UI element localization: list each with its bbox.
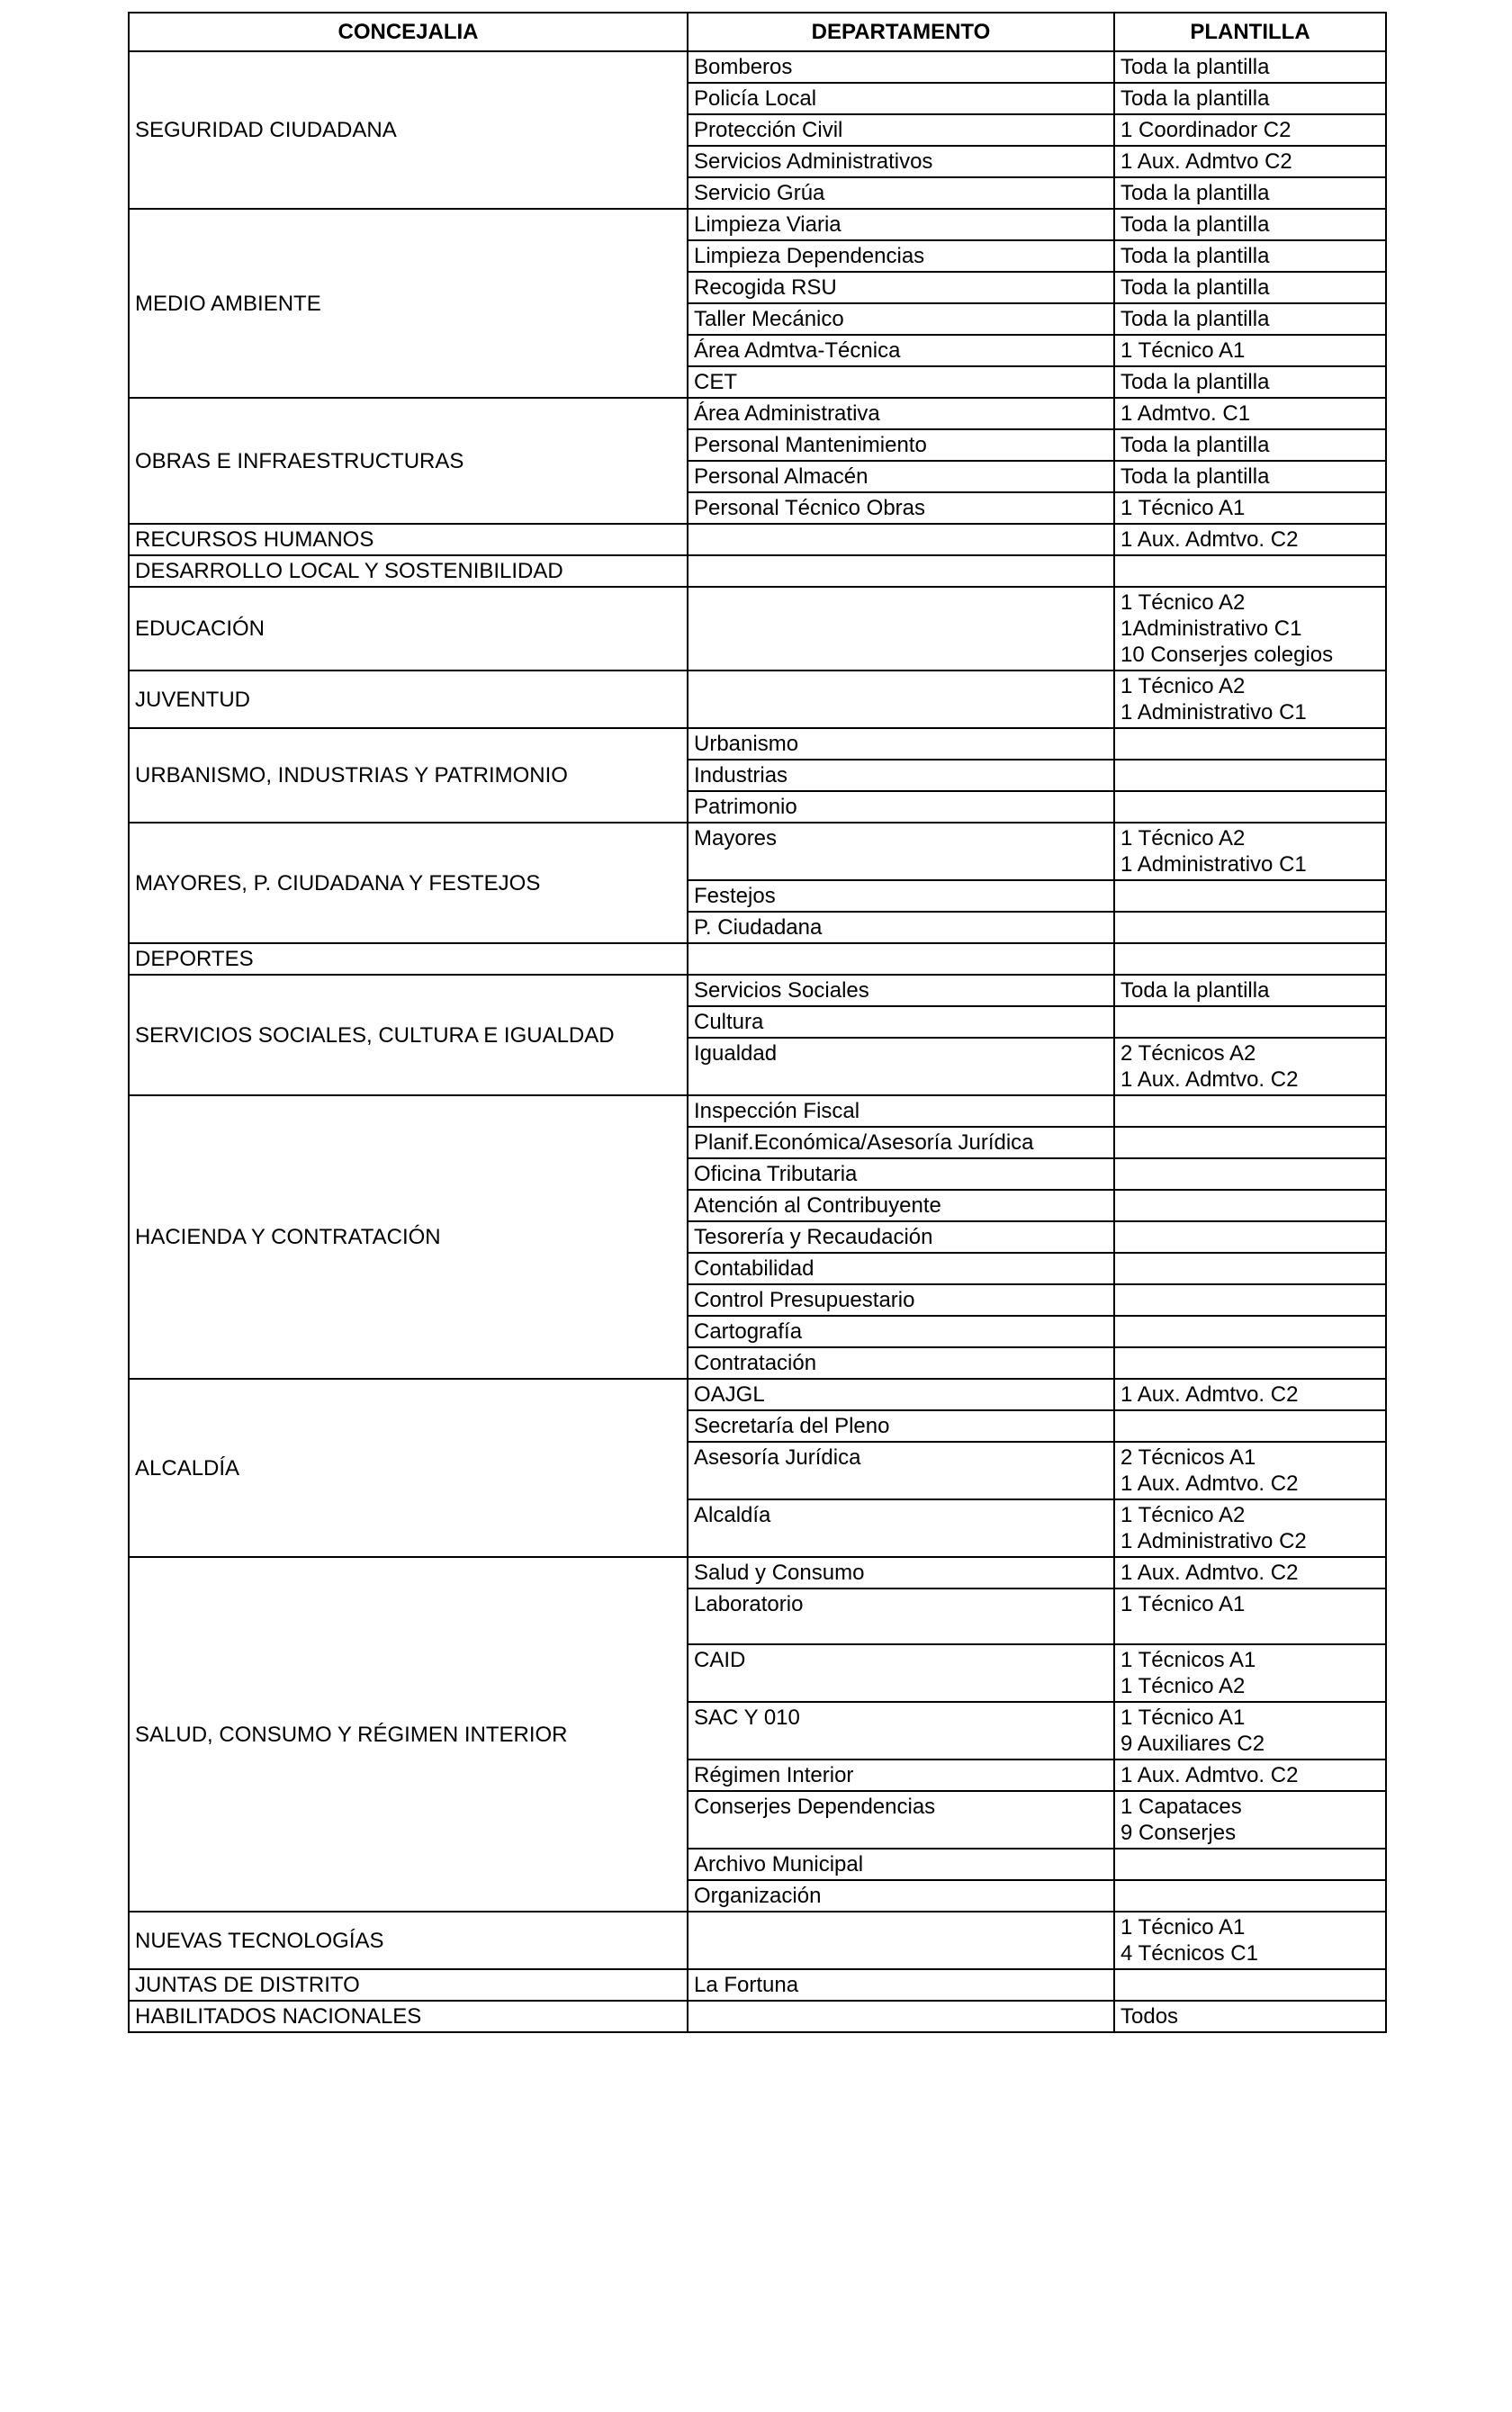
plantilla-cell: [1114, 1316, 1386, 1347]
plantilla-cell: [1114, 791, 1386, 823]
departamento-cell: Tesorería y Recaudación: [688, 1221, 1114, 1253]
plantilla-cell: [1114, 1095, 1386, 1127]
header-departamento: DEPARTAMENTO: [688, 13, 1114, 51]
plantilla-cell: 1 Aux. Admtvo. C2: [1114, 1557, 1386, 1588]
departamento-cell: Control Presupuestario: [688, 1284, 1114, 1316]
departamento-cell: Servicios Sociales: [688, 975, 1114, 1006]
table-row: [129, 524, 1386, 555]
departamento-cell: Industrias: [688, 760, 1114, 791]
departamento-cell: Servicios Administrativos: [688, 146, 1114, 177]
header-row: [129, 13, 1386, 51]
concejalia-cell: SERVICIOS SOCIALES, CULTURA E IGUALDAD: [129, 975, 688, 1095]
plantilla-cell: Toda la plantilla: [1114, 51, 1386, 83]
concejalia-cell: MAYORES, P. CIUDADANA Y FESTEJOS: [129, 823, 688, 943]
table-row: [129, 670, 1386, 728]
plantilla-cell: [1114, 1880, 1386, 1912]
concejalia-cell: HABILITADOS NACIONALES: [129, 2001, 688, 2032]
concejalia-cell: MEDIO AMBIENTE: [129, 209, 688, 398]
table-row: [129, 1557, 1386, 1588]
departamento-cell: Recogida RSU: [688, 272, 1114, 303]
departamento-cell: Salud y Consumo: [688, 1557, 1114, 1588]
departamento-cell: [688, 670, 1114, 728]
table-row: [129, 943, 1386, 975]
departamento-cell: P. Ciudadana: [688, 912, 1114, 943]
plantilla-cell: Toda la plantilla: [1114, 177, 1386, 209]
departamento-cell: [688, 2001, 1114, 2032]
departamento-cell: Archivo Municipal: [688, 1849, 1114, 1880]
plantilla-cell: [1114, 1347, 1386, 1379]
plantilla-cell: 1 Técnicos A1 1 Técnico A2: [1114, 1644, 1386, 1702]
concejalia-cell: OBRAS E INFRAESTRUCTURAS: [129, 398, 688, 524]
departamento-cell: [688, 555, 1114, 587]
plantilla-cell: Todos: [1114, 2001, 1386, 2032]
plantilla-cell: 1 Aux. Admtvo. C2: [1114, 524, 1386, 555]
plantilla-cell: [1114, 1190, 1386, 1221]
plantilla-cell: [1114, 1127, 1386, 1158]
departamento-cell: Alcaldía: [688, 1499, 1114, 1557]
departamento-cell: [688, 943, 1114, 975]
plantilla-cell: [1114, 760, 1386, 791]
staff-table: [128, 12, 1387, 2033]
departamento-cell: [688, 524, 1114, 555]
departamento-cell: Secretaría del Pleno: [688, 1410, 1114, 1442]
concejalia-cell: NUEVAS TECNOLOGÍAS: [129, 1912, 688, 1969]
plantilla-cell: 1 Técnico A1 4 Técnicos C1: [1114, 1912, 1386, 1969]
plantilla-cell: [1114, 555, 1386, 587]
plantilla-cell: Toda la plantilla: [1114, 303, 1386, 335]
concejalia-cell: SEGURIDAD CIUDADANA: [129, 51, 688, 209]
departamento-cell: Patrimonio: [688, 791, 1114, 823]
departamento-cell: CET: [688, 366, 1114, 398]
plantilla-cell: 2 Técnicos A1 1 Aux. Admtvo. C2: [1114, 1442, 1386, 1499]
concejalia-cell: ALCALDÍA: [129, 1379, 688, 1557]
header-concejalia: CONCEJALIA: [129, 13, 688, 51]
departamento-cell: Urbanismo: [688, 728, 1114, 760]
departamento-cell: Limpieza Viaria: [688, 209, 1114, 240]
plantilla-cell: 1 Técnico A2 1Administrativo C1 10 Conserjes colegios: [1114, 587, 1386, 670]
departamento-cell: Festejos: [688, 880, 1114, 912]
table-row: [129, 975, 1386, 1006]
departamento-cell: Personal Mantenimiento: [688, 429, 1114, 461]
plantilla-cell: 1 Aux. Admtvo. C2: [1114, 1760, 1386, 1791]
departamento-cell: Limpieza Dependencias: [688, 240, 1114, 272]
plantilla-cell: 1 Aux. Admtvo C2: [1114, 146, 1386, 177]
plantilla-cell: Toda la plantilla: [1114, 461, 1386, 492]
plantilla-cell: Toda la plantilla: [1114, 366, 1386, 398]
concejalia-cell: RECURSOS HUMANOS: [129, 524, 688, 555]
plantilla-cell: Toda la plantilla: [1114, 209, 1386, 240]
concejalia-cell: SALUD, CONSUMO Y RÉGIMEN INTERIOR: [129, 1557, 688, 1912]
plantilla-cell: 1 Admtvo. C1: [1114, 398, 1386, 429]
plantilla-cell: [1114, 1221, 1386, 1253]
departamento-cell: Inspección Fiscal: [688, 1095, 1114, 1127]
concejalia-cell: JUVENTUD: [129, 670, 688, 728]
concejalia-cell: JUNTAS DE DISTRITO: [129, 1969, 688, 2001]
table-row: [129, 1095, 1386, 1127]
plantilla-cell: 1 Capataces 9 Conserjes: [1114, 1791, 1386, 1849]
table-header: [129, 13, 1386, 51]
departamento-cell: Servicio Grúa: [688, 177, 1114, 209]
departamento-cell: Cultura: [688, 1006, 1114, 1038]
plantilla-cell: [1114, 1284, 1386, 1316]
table-row: [129, 587, 1386, 670]
table-body: [129, 51, 1386, 2032]
plantilla-cell: Toda la plantilla: [1114, 272, 1386, 303]
concejalia-cell: URBANISMO, INDUSTRIAS Y PATRIMONIO: [129, 728, 688, 823]
departamento-cell: [688, 1912, 1114, 1969]
departamento-cell: Mayores: [688, 823, 1114, 880]
departamento-cell: Organización: [688, 1880, 1114, 1912]
table-row: [129, 2001, 1386, 2032]
concejalia-cell: DEPORTES: [129, 943, 688, 975]
departamento-cell: Bomberos: [688, 51, 1114, 83]
departamento-cell: Contratación: [688, 1347, 1114, 1379]
table-row: [129, 1969, 1386, 2001]
plantilla-cell: [1114, 1006, 1386, 1038]
plantilla-cell: [1114, 1253, 1386, 1284]
plantilla-cell: 1 Técnico A2 1 Administrativo C2: [1114, 1499, 1386, 1557]
departamento-cell: Conserjes Dependencias: [688, 1791, 1114, 1849]
plantilla-cell: 2 Técnicos A2 1 Aux. Admtvo. C2: [1114, 1038, 1386, 1095]
plantilla-cell: [1114, 1969, 1386, 2001]
departamento-cell: SAC Y 010: [688, 1702, 1114, 1760]
plantilla-cell: Toda la plantilla: [1114, 975, 1386, 1006]
departamento-cell: Área Admtva-Técnica: [688, 335, 1114, 366]
plantilla-cell: Toda la plantilla: [1114, 83, 1386, 114]
departamento-cell: CAID: [688, 1644, 1114, 1702]
departamento-cell: OAJGL: [688, 1379, 1114, 1410]
plantilla-cell: Toda la plantilla: [1114, 429, 1386, 461]
departamento-cell: Oficina Tributaria: [688, 1158, 1114, 1190]
table-row: [129, 823, 1386, 880]
plantilla-cell: 1 Técnico A1: [1114, 335, 1386, 366]
plantilla-cell: 1 Técnico A1: [1114, 1588, 1386, 1644]
departamento-cell: Personal Almacén: [688, 461, 1114, 492]
concejalia-cell: EDUCACIÓN: [129, 587, 688, 670]
header-plantilla: PLANTILLA: [1114, 13, 1386, 51]
plantilla-cell: [1114, 728, 1386, 760]
departamento-cell: La Fortuna: [688, 1969, 1114, 2001]
plantilla-cell: [1114, 1410, 1386, 1442]
table-row: [129, 209, 1386, 240]
plantilla-cell: 1 Técnico A1: [1114, 492, 1386, 524]
concejalia-cell: DESARROLLO LOCAL Y SOSTENIBILIDAD: [129, 555, 688, 587]
table-row: [129, 1379, 1386, 1410]
plantilla-cell: [1114, 912, 1386, 943]
plantilla-cell: 1 Técnico A1 9 Auxiliares C2: [1114, 1702, 1386, 1760]
table-row: [129, 398, 1386, 429]
plantilla-cell: 1 Coordinador C2: [1114, 114, 1386, 146]
departamento-cell: Policía Local: [688, 83, 1114, 114]
plantilla-cell: [1114, 880, 1386, 912]
departamento-cell: Igualdad: [688, 1038, 1114, 1095]
plantilla-cell: 1 Técnico A2 1 Administrativo C1: [1114, 670, 1386, 728]
plantilla-cell: 1 Técnico A2 1 Administrativo C1: [1114, 823, 1386, 880]
concejalia-cell: HACIENDA Y CONTRATACIÓN: [129, 1095, 688, 1379]
plantilla-cell: [1114, 1849, 1386, 1880]
table-row: [129, 728, 1386, 760]
departamento-cell: Régimen Interior: [688, 1760, 1114, 1791]
departamento-cell: Taller Mecánico: [688, 303, 1114, 335]
departamento-cell: [688, 587, 1114, 670]
plantilla-cell: Toda la plantilla: [1114, 240, 1386, 272]
departamento-cell: Protección Civil: [688, 114, 1114, 146]
plantilla-cell: 1 Aux. Admtvo. C2: [1114, 1379, 1386, 1410]
plantilla-cell: [1114, 943, 1386, 975]
departamento-cell: Personal Técnico Obras: [688, 492, 1114, 524]
departamento-cell: Contabilidad: [688, 1253, 1114, 1284]
plantilla-cell: [1114, 1158, 1386, 1190]
table-row: [129, 1912, 1386, 1969]
departamento-cell: Asesoría Jurídica: [688, 1442, 1114, 1499]
departamento-cell: Área Administrativa: [688, 398, 1114, 429]
departamento-cell: Cartografía: [688, 1316, 1114, 1347]
table-row: [129, 51, 1386, 83]
departamento-cell: Atención al Contribuyente: [688, 1190, 1114, 1221]
departamento-cell: Planif.Económica/Asesoría Jurídica: [688, 1127, 1114, 1158]
table-row: [129, 555, 1386, 587]
departamento-cell: Laboratorio: [688, 1588, 1114, 1644]
